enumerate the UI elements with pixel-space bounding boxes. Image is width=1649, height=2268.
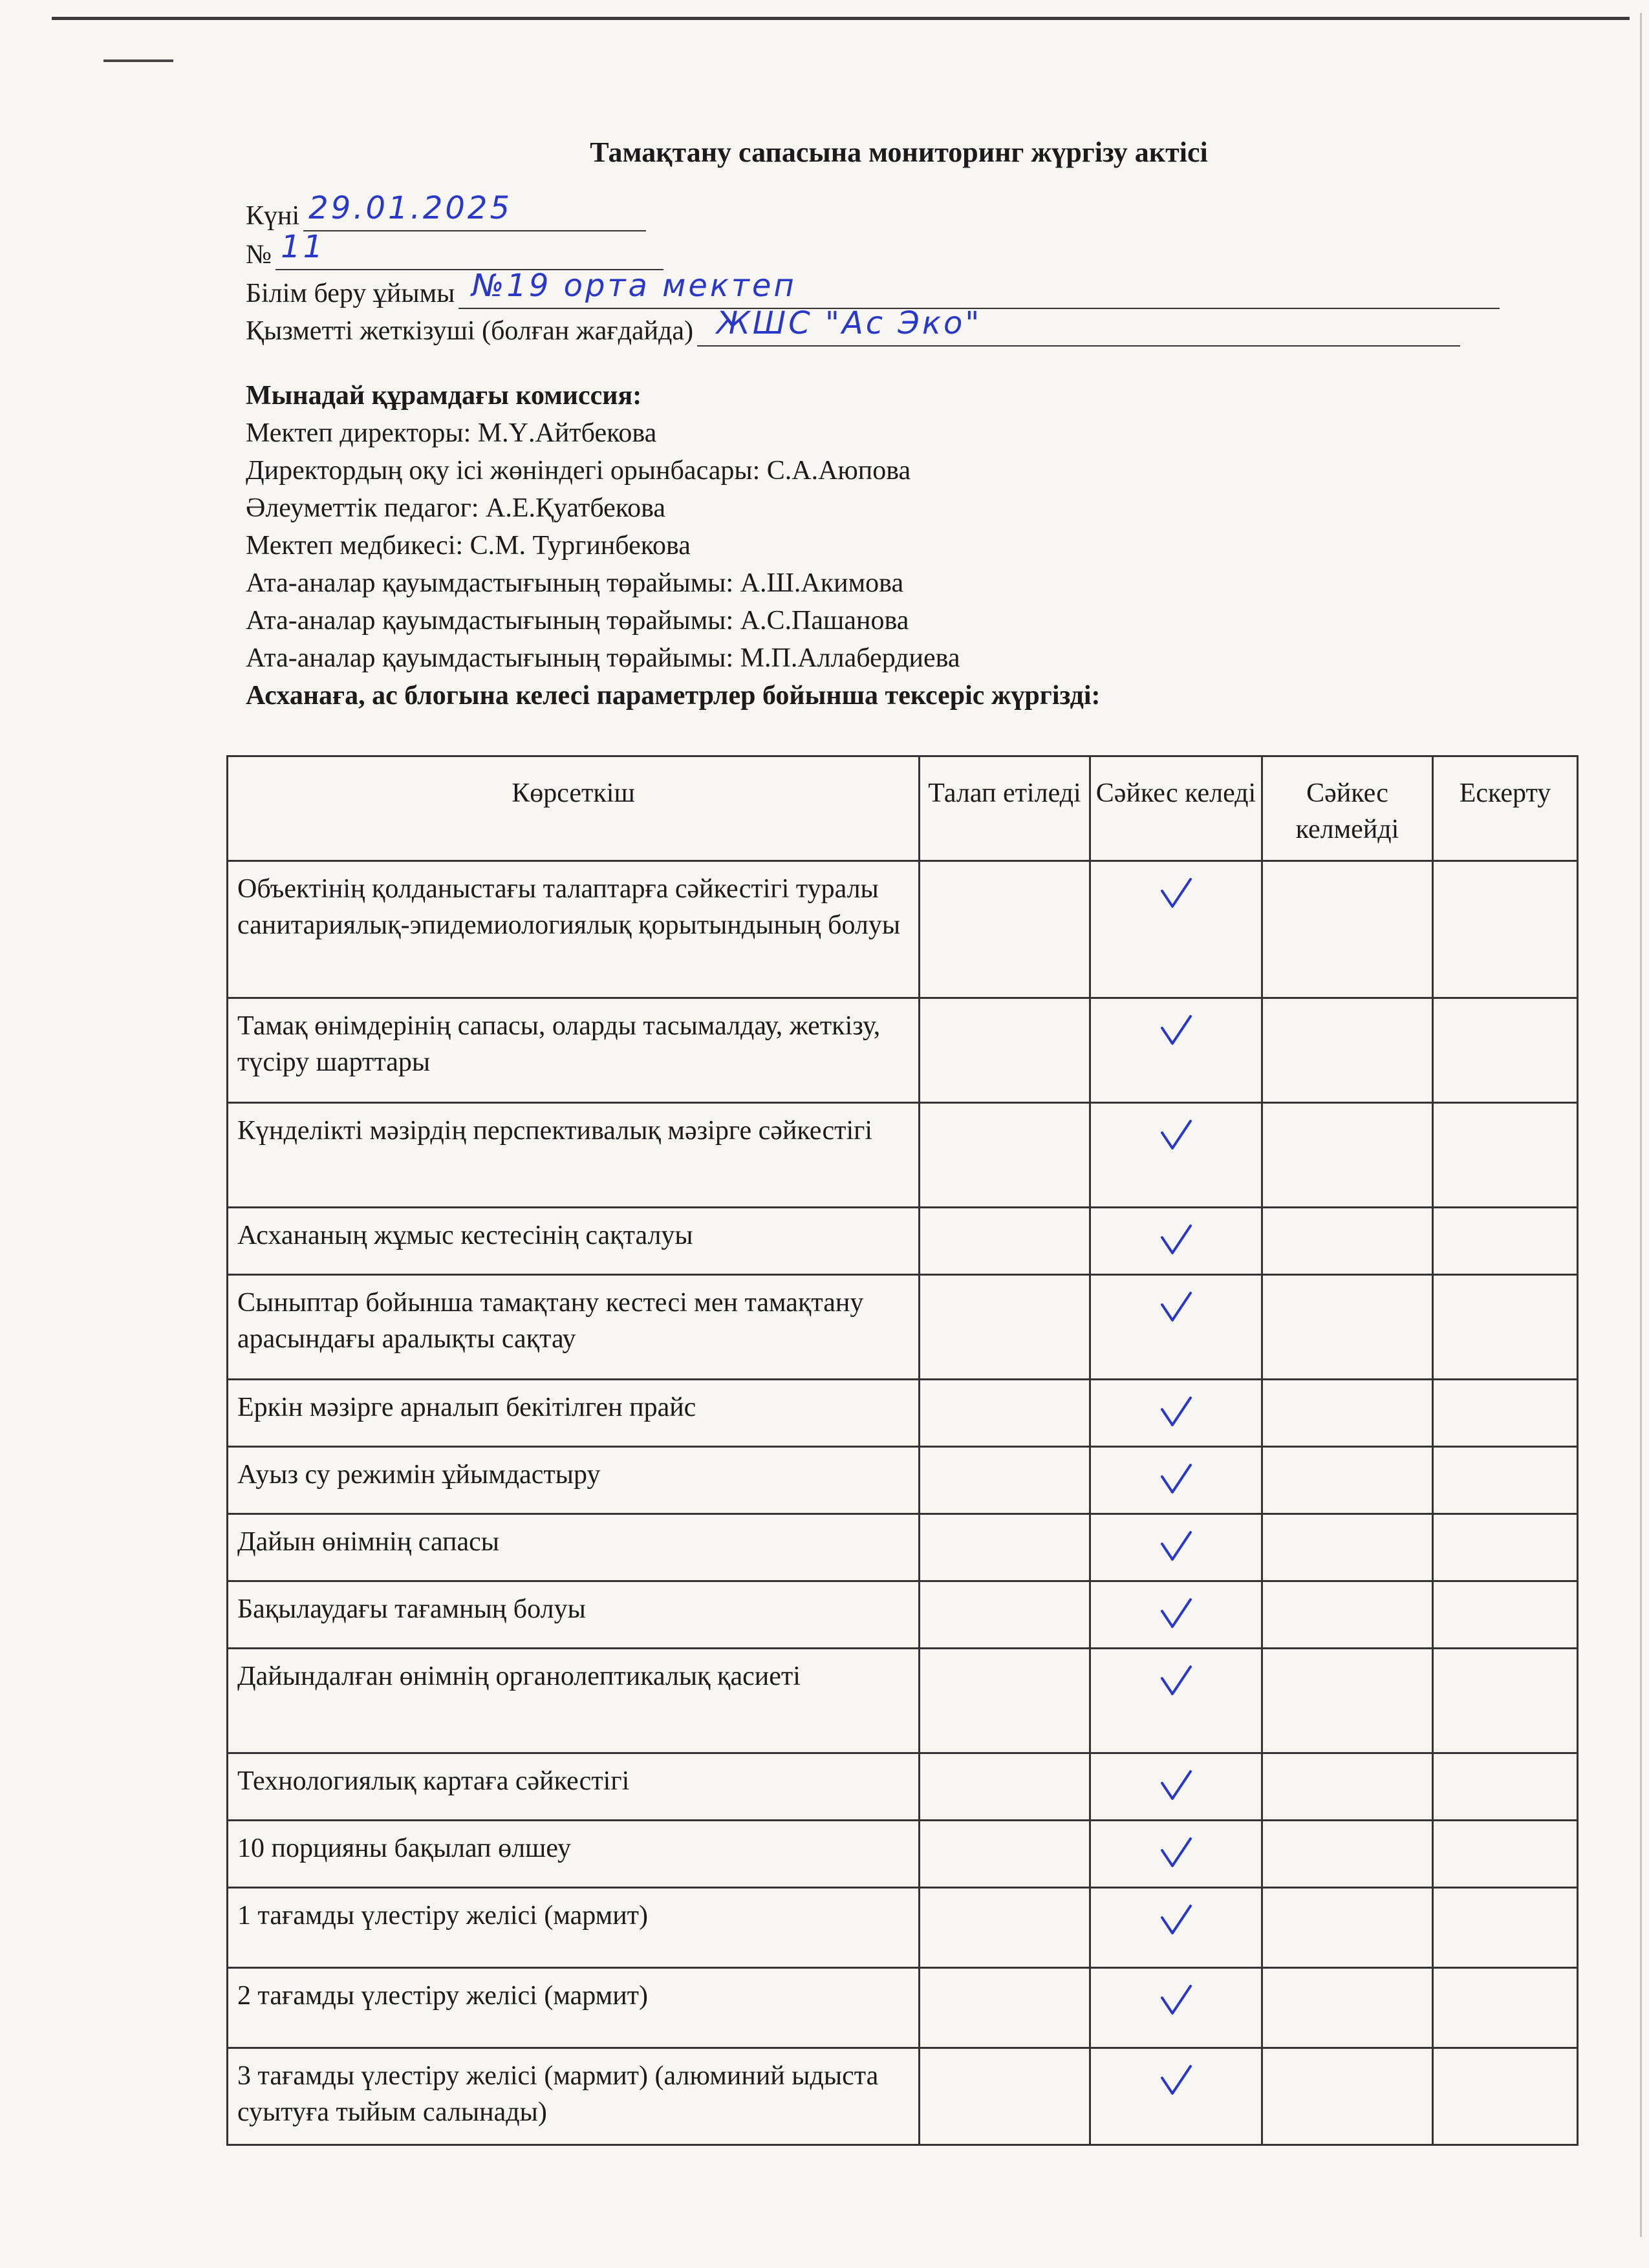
checkmark-icon [1159,877,1193,910]
header-indicator: Көрсеткіш [228,756,920,861]
complies-cell [1090,1888,1262,1968]
not-complies-cell [1262,1208,1433,1275]
supplier-value: ЖШС "Ас Эко" [717,305,982,341]
not-complies-cell [1262,2048,1433,2145]
date-field [246,190,646,231]
note-cell [1433,1888,1578,1968]
indicator-cell: 1 тағамды үлестіру желісі (мармит) [228,1888,920,1968]
checkmark-icon [1159,1014,1193,1047]
indicator-cell: Дайындалған өнімнің органолептикалық қасиеті [228,1649,920,1753]
complies-cell [1090,1275,1262,1380]
complies-cell [1090,998,1262,1103]
indicator-cell: Дайын өнімнің сапасы [228,1514,920,1581]
checkmark-icon [1159,1223,1193,1257]
checkmark-icon [1159,1984,1193,2017]
not-complies-cell [1262,1649,1433,1753]
number-label: № [246,240,272,270]
indicator-cell: 2 тағамды үлестіру желісі (мармит) [228,1968,920,2048]
commission-member: Мектеп медбикесі: С.М. Тургинбекова [246,531,691,561]
required-cell [920,1447,1090,1514]
commission-member: Мектеп директоры: М.Ү.Айтбекова [246,418,657,448]
checkmark-icon [1159,1462,1193,1496]
table-row [228,1968,1578,2048]
required-cell [920,1581,1090,1649]
note-cell [1433,2048,1578,2145]
note-cell [1433,1581,1578,1649]
table-row [228,1103,1578,1208]
scan-edge-top [52,17,1630,20]
inspection-heading: Асханаға, ас блогына келесі параметрлер бойынша тексеріс жүргізді: [246,681,1101,711]
scan-edge-right [1640,13,1642,2237]
not-complies-cell [1262,1581,1433,1649]
required-cell [920,1821,1090,1888]
complies-cell [1090,1581,1262,1649]
complies-cell [1090,1649,1262,1753]
note-cell [1433,1968,1578,2048]
note-cell [1433,1275,1578,1380]
complies-cell [1090,1380,1262,1447]
note-cell [1433,1753,1578,1821]
indicator-cell: Сыныптар бойынша тамақтану кестесі мен тамақтану арасындағы аралықты сақтау [228,1275,920,1380]
supplier-field [246,305,1460,347]
indicator-cell: Еркін мәзірге арналып бекітілген прайс [228,1380,920,1447]
required-cell [920,1888,1090,1968]
not-complies-cell [1262,998,1433,1103]
not-complies-cell [1262,1753,1433,1821]
header-complies: Сәйкес келеді [1090,756,1262,861]
header-note: Ескерту [1433,756,1578,861]
complies-cell [1090,861,1262,998]
commission-member: Әлеуметтік педагог: А.Е.Қуатбекова [246,493,665,523]
indicator-cell: 10 порцияны бақылап өлшеу [228,1821,920,1888]
table-row [228,861,1578,998]
date-line [303,190,646,231]
school-field [246,268,1500,309]
commission-member: Ата-аналар қауымдастығының төрайымы: А.С.Пашанова [246,606,909,636]
table-body [228,861,1578,2145]
required-cell [920,1753,1090,1821]
checkmark-icon [1159,1769,1193,1803]
required-cell [920,1275,1090,1380]
table-header-row [228,756,1578,861]
indicator-cell: Тамақ өнімдерінің сапасы, оларды тасымалдау, жеткізу, түсіру шарттары [228,998,920,1103]
indicator-cell: Ауыз су режимін ұйымдастыру [228,1447,920,1514]
table-row [228,1821,1578,1888]
complies-cell [1090,1753,1262,1821]
supplier-label: Қызметті жеткізуші (болған жағдайда) [246,316,694,346]
complies-cell [1090,1103,1262,1208]
commission-member: Ата-аналар қауымдастығының төрайымы: А.Ш.Акимова [246,568,904,598]
required-cell [920,998,1090,1103]
table-row [228,1208,1578,1275]
school-line [458,268,1500,309]
school-value: №19 орта мектеп [471,268,797,304]
not-complies-cell [1262,1968,1433,2048]
checkmark-icon [1159,1530,1193,1563]
header-required: Талап етіледі [920,756,1090,861]
checkmark-icon [1159,1395,1193,1429]
inspection-table [226,755,1579,2146]
note-cell [1433,1447,1578,1514]
checkmark-icon [1159,1836,1193,1870]
complies-cell [1090,1447,1262,1514]
number-field [246,229,663,270]
note-cell [1433,1208,1578,1275]
date-value: 29.01.2025 [308,190,512,226]
table-row [228,1447,1578,1514]
required-cell [920,1968,1090,2048]
not-complies-cell [1262,1103,1433,1208]
not-complies-cell [1262,1821,1433,1888]
complies-cell [1090,1208,1262,1275]
required-cell [920,1380,1090,1447]
note-cell [1433,1103,1578,1208]
indicator-cell: Күнделікті мәзірдің перспективалық мәзірге сәйкестігі [228,1103,920,1208]
checkmark-icon [1159,2064,1193,2097]
table-row [228,1380,1578,1447]
not-complies-cell [1262,1380,1433,1447]
required-cell [920,1103,1090,1208]
indicator-cell: 3 тағамды үлестіру желісі (мармит) (алюминий ыдыста суытуға тыйым салынады) [228,2048,920,2145]
note-cell [1433,998,1578,1103]
table-row [228,1275,1578,1380]
number-line [275,229,663,270]
note-cell [1433,1380,1578,1447]
commission-member: Директордың оқу ісі жөніндегі орынбасары: С.А.Аюпова [246,456,911,486]
complies-cell [1090,1821,1262,1888]
checkmark-icon [1159,1903,1193,1937]
indicator-cell: Асхананың жұмыс кестесінің сақталуы [228,1208,920,1275]
required-cell [920,1208,1090,1275]
required-cell [920,861,1090,998]
supplier-line [697,305,1460,347]
complies-cell [1090,1514,1262,1581]
note-cell [1433,1514,1578,1581]
note-cell [1433,861,1578,998]
not-complies-cell [1262,1275,1433,1380]
header-not-complies: Сәйкес келмейді [1262,756,1433,861]
required-cell [920,1514,1090,1581]
note-cell [1433,1649,1578,1753]
checkmark-icon [1159,1290,1193,1324]
indicator-cell: Технологиялық картаға сәйкестігі [228,1753,920,1821]
complies-cell [1090,2048,1262,2145]
not-complies-cell [1262,1447,1433,1514]
complies-cell [1090,1968,1262,2048]
required-cell [920,1649,1090,1753]
commission-heading: Мынадай құрамдағы комиссия: [246,381,642,411]
school-label: Білім беру ұйымы [246,279,455,308]
table-row [228,1649,1578,1753]
number-value: 11 [281,229,326,265]
checkmark-icon [1159,1597,1193,1631]
document-title: Тамақтану сапасына мониторинг жүргізу актісі [590,136,1208,168]
table-row [228,1514,1578,1581]
table-row [228,1888,1578,1968]
commission-member: Ата-аналар қауымдастығының төрайымы: М.П.Аллабердиева [246,643,960,673]
checkmark-icon [1159,1664,1193,1698]
not-complies-cell [1262,861,1433,998]
not-complies-cell [1262,1888,1433,1968]
table-row [228,2048,1578,2145]
table-row [228,998,1578,1103]
checkmark-icon [1159,1118,1193,1152]
note-cell [1433,1821,1578,1888]
table-row [228,1753,1578,1821]
not-complies-cell [1262,1514,1433,1581]
corner-mark [103,59,173,62]
required-cell [920,2048,1090,2145]
date-label: Күні [246,201,300,231]
indicator-cell: Бақылаудағы тағамның болуы [228,1581,920,1649]
indicator-cell: Объектінің қолданыстағы талаптарға сәйкестігі туралы санитариялық-эпидемиологиялық қорытындының болуы [228,861,920,998]
table-row [228,1581,1578,1649]
